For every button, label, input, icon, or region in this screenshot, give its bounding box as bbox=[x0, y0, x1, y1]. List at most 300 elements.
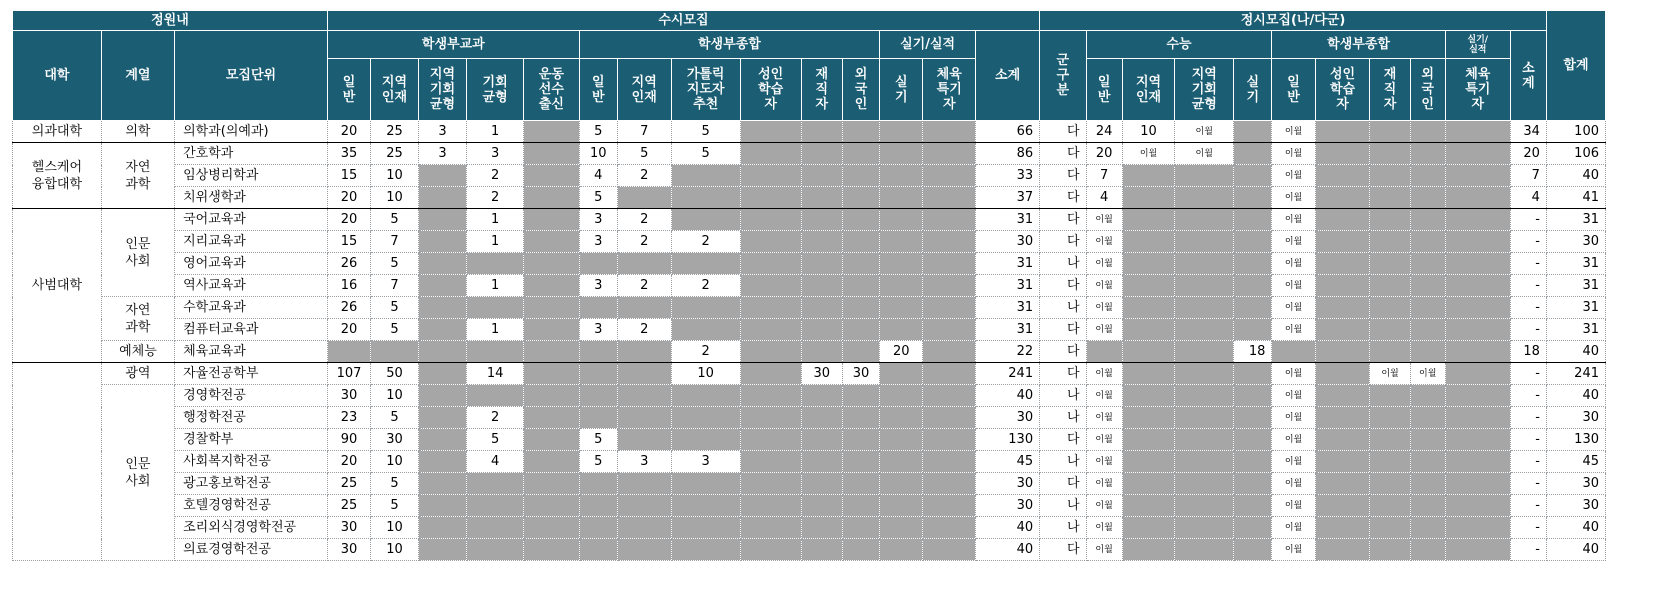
susi-value: 5 bbox=[579, 121, 617, 143]
susi-value bbox=[740, 473, 801, 495]
susi-value: 5 bbox=[371, 319, 418, 341]
subheader-susi-11: 실 기 bbox=[880, 59, 923, 121]
susi-value bbox=[467, 253, 524, 275]
susi-subtotal: 30 bbox=[976, 495, 1040, 517]
university-cell: 의과대학 bbox=[13, 121, 102, 143]
jeongsi-value bbox=[1315, 121, 1370, 143]
susi-value: 15 bbox=[327, 231, 370, 253]
jeongsi-value bbox=[1122, 165, 1175, 187]
susi-value bbox=[418, 363, 467, 385]
susi-value bbox=[579, 385, 617, 407]
susi-value bbox=[418, 297, 467, 319]
table-row bbox=[13, 539, 1606, 561]
jeongsi-value bbox=[1122, 407, 1175, 429]
susi-value bbox=[617, 495, 671, 517]
susi-value bbox=[880, 473, 923, 495]
susi-value: 10 bbox=[371, 539, 418, 561]
susi-value bbox=[842, 253, 879, 275]
row-total: 40 bbox=[1546, 517, 1605, 539]
susi-value: 20 bbox=[327, 319, 370, 341]
table-row bbox=[13, 495, 1606, 517]
jeongsi-value bbox=[1234, 319, 1272, 341]
susi-value bbox=[579, 539, 617, 561]
susi-value: 1 bbox=[467, 121, 524, 143]
jeongsi-value bbox=[1122, 297, 1175, 319]
jeongsi-value: 이월 bbox=[1272, 539, 1315, 561]
susi-value: 23 bbox=[327, 407, 370, 429]
susi-value: 10 bbox=[671, 363, 740, 385]
susi-value bbox=[842, 187, 879, 209]
jeongsi-value bbox=[1315, 341, 1370, 363]
jeongsi-value bbox=[1445, 253, 1510, 275]
subheader-susi-5: 일 반 bbox=[579, 59, 617, 121]
susi-subtotal: 31 bbox=[976, 275, 1040, 297]
row-total: 31 bbox=[1546, 275, 1605, 297]
jeongsi-value bbox=[1410, 341, 1445, 363]
jeongsi-value bbox=[1445, 319, 1510, 341]
jeongsi-value: 이월 bbox=[1272, 363, 1315, 385]
susi-value bbox=[880, 319, 923, 341]
susi-value: 25 bbox=[327, 495, 370, 517]
jeongsi-value bbox=[1370, 451, 1410, 473]
subheader-susi-0: 일 반 bbox=[327, 59, 370, 121]
susi-value bbox=[923, 451, 976, 473]
susi-value bbox=[523, 495, 579, 517]
jeongsi-value bbox=[1175, 363, 1234, 385]
susi-subtotal: 31 bbox=[976, 253, 1040, 275]
susi-value bbox=[579, 341, 617, 363]
jeongsi-value: 이월 bbox=[1272, 319, 1315, 341]
susi-value: 3 bbox=[671, 451, 740, 473]
susi-value: 5 bbox=[371, 209, 418, 231]
header-susi: 수시모집 bbox=[327, 11, 1039, 31]
susi-value bbox=[880, 429, 923, 451]
header-unit: 모집단위 bbox=[175, 31, 328, 121]
jeongsi-subtotal: - bbox=[1510, 495, 1546, 517]
table-row bbox=[13, 209, 1606, 231]
susi-value bbox=[671, 165, 740, 187]
header-susi-comprehensive: 학생부종합 bbox=[579, 31, 879, 59]
susi-subtotal: 31 bbox=[976, 297, 1040, 319]
susi-value bbox=[418, 231, 467, 253]
jeongsi-value bbox=[1234, 451, 1272, 473]
susi-value: 5 bbox=[579, 187, 617, 209]
susi-value: 35 bbox=[327, 143, 370, 165]
group-division: 나 bbox=[1040, 517, 1086, 539]
jeongsi-subtotal: - bbox=[1510, 319, 1546, 341]
jeongsi-value bbox=[1410, 253, 1445, 275]
unit-name: 지리교육과 bbox=[175, 231, 328, 253]
susi-value bbox=[842, 341, 879, 363]
susi-value bbox=[880, 209, 923, 231]
susi-value bbox=[418, 341, 467, 363]
susi-value: 2 bbox=[671, 231, 740, 253]
susi-value bbox=[523, 341, 579, 363]
susi-value bbox=[523, 451, 579, 473]
header-jeongsi: 정시모집(나/다군) bbox=[1040, 11, 1547, 31]
subheader-susi-4: 운동 선수 출신 bbox=[523, 59, 579, 121]
jeongsi-value bbox=[1234, 363, 1272, 385]
jeongsi-value bbox=[1234, 231, 1272, 253]
susi-value bbox=[418, 539, 467, 561]
jeongsi-value: 이월 bbox=[1086, 297, 1122, 319]
susi-value bbox=[923, 121, 976, 143]
susi-value bbox=[740, 121, 801, 143]
susi-value bbox=[617, 407, 671, 429]
row-total: 30 bbox=[1546, 231, 1605, 253]
table-row bbox=[13, 165, 1606, 187]
jeongsi-value bbox=[1175, 407, 1234, 429]
header-susi-subtotal: 소계 bbox=[976, 31, 1040, 121]
susi-value bbox=[923, 187, 976, 209]
table-row bbox=[13, 297, 1606, 319]
susi-value bbox=[923, 231, 976, 253]
susi-value bbox=[801, 143, 842, 165]
susi-value: 1 bbox=[467, 231, 524, 253]
header-total: 합계 bbox=[1546, 11, 1605, 121]
jeongsi-value bbox=[1370, 231, 1410, 253]
jeongsi-value bbox=[1175, 297, 1234, 319]
table-row bbox=[13, 429, 1606, 451]
susi-value bbox=[523, 121, 579, 143]
susi-value bbox=[880, 253, 923, 275]
susi-subtotal: 241 bbox=[976, 363, 1040, 385]
susi-value: 7 bbox=[617, 121, 671, 143]
susi-value bbox=[880, 517, 923, 539]
jeongsi-value bbox=[1315, 363, 1370, 385]
jeongsi-value bbox=[1315, 253, 1370, 275]
susi-value bbox=[880, 451, 923, 473]
jeongsi-value bbox=[1315, 143, 1370, 165]
jeongsi-value bbox=[1370, 495, 1410, 517]
susi-value bbox=[923, 407, 976, 429]
susi-value bbox=[842, 517, 879, 539]
susi-value bbox=[418, 407, 467, 429]
susi-value bbox=[467, 495, 524, 517]
susi-value: 3 bbox=[579, 319, 617, 341]
jeongsi-value bbox=[1445, 429, 1510, 451]
susi-value: 50 bbox=[371, 363, 418, 385]
jeongsi-value: 이월 bbox=[1086, 451, 1122, 473]
jeongsi-value: 이월 bbox=[1272, 165, 1315, 187]
susi-value bbox=[923, 297, 976, 319]
susi-value bbox=[880, 385, 923, 407]
susi-value bbox=[523, 275, 579, 297]
header-category: 계열 bbox=[101, 31, 174, 121]
jeongsi-value bbox=[1234, 385, 1272, 407]
jeongsi-value bbox=[1445, 407, 1510, 429]
jeongsi-value bbox=[1175, 319, 1234, 341]
susi-value: 2 bbox=[617, 319, 671, 341]
susi-value bbox=[842, 275, 879, 297]
jeongsi-subtotal: 7 bbox=[1510, 165, 1546, 187]
jeongsi-value bbox=[1370, 385, 1410, 407]
susi-value bbox=[842, 319, 879, 341]
susi-value bbox=[418, 319, 467, 341]
jeongsi-subtotal: - bbox=[1510, 253, 1546, 275]
susi-value bbox=[617, 539, 671, 561]
jeongsi-value: 이월 bbox=[1272, 473, 1315, 495]
susi-value bbox=[418, 385, 467, 407]
susi-value bbox=[579, 253, 617, 275]
susi-value bbox=[801, 209, 842, 231]
row-total: 45 bbox=[1546, 451, 1605, 473]
jeongsi-subtotal: - bbox=[1510, 363, 1546, 385]
jeongsi-value: 이월 bbox=[1272, 253, 1315, 275]
jeongsi-value bbox=[1370, 297, 1410, 319]
header-jeongsi-suneung: 수능 bbox=[1086, 31, 1272, 59]
jeongsi-value: 이월 bbox=[1272, 187, 1315, 209]
susi-value: 10 bbox=[579, 143, 617, 165]
unit-name: 경찰학부 bbox=[175, 429, 328, 451]
jeongsi-subtotal: - bbox=[1510, 429, 1546, 451]
subheader-jeongsi-18: 성인 학습 자 bbox=[1315, 59, 1370, 121]
susi-value: 5 bbox=[371, 407, 418, 429]
susi-value: 90 bbox=[327, 429, 370, 451]
jeongsi-value bbox=[1175, 187, 1234, 209]
group-division: 다 bbox=[1040, 209, 1086, 231]
jeongsi-value bbox=[1122, 319, 1175, 341]
susi-value bbox=[740, 407, 801, 429]
jeongsi-value bbox=[1370, 341, 1410, 363]
jeongsi-value: 이월 bbox=[1122, 143, 1175, 165]
susi-value: 20 bbox=[327, 187, 370, 209]
jeongsi-value bbox=[1175, 231, 1234, 253]
header-university: 대학 bbox=[13, 31, 102, 121]
susi-value bbox=[740, 275, 801, 297]
susi-value bbox=[617, 363, 671, 385]
susi-value bbox=[923, 385, 976, 407]
susi-value: 14 bbox=[467, 363, 524, 385]
susi-value bbox=[671, 539, 740, 561]
jeongsi-value bbox=[1445, 385, 1510, 407]
jeongsi-value: 이월 bbox=[1272, 517, 1315, 539]
jeongsi-value: 이월 bbox=[1086, 363, 1122, 385]
susi-value: 26 bbox=[327, 297, 370, 319]
susi-value bbox=[740, 539, 801, 561]
susi-value: 25 bbox=[371, 121, 418, 143]
jeongsi-value bbox=[1122, 275, 1175, 297]
jeongsi-value bbox=[1234, 121, 1272, 143]
jeongsi-value bbox=[1175, 341, 1234, 363]
jeongsi-value bbox=[1122, 363, 1175, 385]
susi-value bbox=[671, 253, 740, 275]
row-total: 41 bbox=[1546, 187, 1605, 209]
susi-value bbox=[923, 209, 976, 231]
susi-value bbox=[923, 143, 976, 165]
jeongsi-value: 이월 bbox=[1086, 495, 1122, 517]
susi-value bbox=[801, 539, 842, 561]
unit-name: 행정학전공 bbox=[175, 407, 328, 429]
susi-value bbox=[579, 495, 617, 517]
jeongsi-value bbox=[1410, 517, 1445, 539]
susi-value: 5 bbox=[579, 451, 617, 473]
susi-value bbox=[523, 429, 579, 451]
susi-subtotal: 37 bbox=[976, 187, 1040, 209]
jeongsi-value: 이월 bbox=[1272, 385, 1315, 407]
susi-value bbox=[880, 363, 923, 385]
susi-value bbox=[418, 165, 467, 187]
susi-value bbox=[523, 539, 579, 561]
susi-value bbox=[467, 539, 524, 561]
susi-value bbox=[923, 165, 976, 187]
susi-value bbox=[671, 187, 740, 209]
susi-value bbox=[842, 297, 879, 319]
susi-value bbox=[801, 495, 842, 517]
subheader-susi-6: 지역 인재 bbox=[617, 59, 671, 121]
susi-value bbox=[418, 495, 467, 517]
row-total: 40 bbox=[1546, 165, 1605, 187]
susi-subtotal: 40 bbox=[976, 539, 1040, 561]
header-jeongwonnae: 정원내 bbox=[13, 11, 328, 31]
susi-value: 2 bbox=[617, 231, 671, 253]
jeongsi-value: 이월 bbox=[1086, 517, 1122, 539]
subheader-susi-7: 가톨릭 지도자 추천 bbox=[671, 59, 740, 121]
susi-value: 20 bbox=[880, 341, 923, 363]
jeongsi-value bbox=[1234, 429, 1272, 451]
susi-value bbox=[467, 473, 524, 495]
jeongsi-value bbox=[1122, 385, 1175, 407]
susi-value bbox=[327, 341, 370, 363]
row-total: 30 bbox=[1546, 407, 1605, 429]
jeongsi-value bbox=[1410, 121, 1445, 143]
subheader-jeongsi-15: 지역 기회 균형 bbox=[1175, 59, 1234, 121]
jeongsi-subtotal: 20 bbox=[1510, 143, 1546, 165]
jeongsi-value bbox=[1175, 451, 1234, 473]
susi-value: 1 bbox=[467, 319, 524, 341]
jeongsi-value bbox=[1175, 385, 1234, 407]
row-total: 40 bbox=[1546, 341, 1605, 363]
row-total: 40 bbox=[1546, 385, 1605, 407]
subheader-jeongsi-16: 실 기 bbox=[1234, 59, 1272, 121]
jeongsi-value bbox=[1175, 473, 1234, 495]
susi-value: 2 bbox=[617, 275, 671, 297]
susi-value bbox=[579, 407, 617, 429]
row-total: 30 bbox=[1546, 495, 1605, 517]
jeongsi-value bbox=[1445, 341, 1510, 363]
header-jeongsi-subtotal: 소 계 bbox=[1510, 31, 1546, 121]
susi-value bbox=[523, 187, 579, 209]
susi-value bbox=[801, 253, 842, 275]
susi-value: 10 bbox=[371, 187, 418, 209]
jeongsi-value bbox=[1410, 539, 1445, 561]
jeongsi-value bbox=[1234, 187, 1272, 209]
susi-value: 2 bbox=[467, 165, 524, 187]
jeongsi-value bbox=[1122, 187, 1175, 209]
jeongsi-value bbox=[1234, 165, 1272, 187]
susi-value: 3 bbox=[617, 451, 671, 473]
susi-value: 26 bbox=[327, 253, 370, 275]
jeongsi-value bbox=[1234, 253, 1272, 275]
jeongsi-value: 이월 bbox=[1272, 143, 1315, 165]
susi-value bbox=[579, 473, 617, 495]
category-cell: 인문 사회 bbox=[101, 385, 174, 561]
jeongsi-value bbox=[1410, 209, 1445, 231]
susi-subtotal: 30 bbox=[976, 473, 1040, 495]
susi-value bbox=[801, 121, 842, 143]
jeongsi-value bbox=[1410, 231, 1445, 253]
jeongsi-value: 이월 bbox=[1370, 363, 1410, 385]
susi-value bbox=[671, 209, 740, 231]
susi-value bbox=[617, 385, 671, 407]
susi-value bbox=[671, 407, 740, 429]
group-division: 나 bbox=[1040, 495, 1086, 517]
susi-value bbox=[740, 495, 801, 517]
susi-value bbox=[740, 517, 801, 539]
subheader-susi-12: 체육 특기 자 bbox=[923, 59, 976, 121]
table-row bbox=[13, 121, 1606, 143]
susi-value bbox=[880, 165, 923, 187]
susi-value bbox=[579, 517, 617, 539]
group-division: 다 bbox=[1040, 319, 1086, 341]
jeongsi-value: 이월 bbox=[1272, 121, 1315, 143]
susi-value: 5 bbox=[579, 429, 617, 451]
susi-value bbox=[418, 473, 467, 495]
susi-subtotal: 30 bbox=[976, 231, 1040, 253]
susi-value bbox=[740, 253, 801, 275]
jeongsi-value bbox=[1410, 143, 1445, 165]
row-total: 31 bbox=[1546, 319, 1605, 341]
jeongsi-value bbox=[1122, 539, 1175, 561]
subheader-susi-10: 외 국 인 bbox=[842, 59, 879, 121]
susi-subtotal: 33 bbox=[976, 165, 1040, 187]
susi-value: 5 bbox=[467, 429, 524, 451]
susi-subtotal: 40 bbox=[976, 385, 1040, 407]
susi-value: 5 bbox=[371, 495, 418, 517]
jeongsi-value: 이월 bbox=[1086, 539, 1122, 561]
jeongsi-value bbox=[1272, 341, 1315, 363]
category-cell: 의학 bbox=[101, 121, 174, 143]
susi-value bbox=[467, 297, 524, 319]
susi-value bbox=[740, 143, 801, 165]
susi-value: 7 bbox=[371, 275, 418, 297]
susi-value: 2 bbox=[467, 187, 524, 209]
susi-value bbox=[523, 143, 579, 165]
susi-value: 5 bbox=[371, 253, 418, 275]
jeongsi-value bbox=[1370, 319, 1410, 341]
jeongsi-value bbox=[1370, 517, 1410, 539]
row-total: 106 bbox=[1546, 143, 1605, 165]
jeongsi-value: 10 bbox=[1122, 121, 1175, 143]
susi-value bbox=[842, 231, 879, 253]
susi-value bbox=[801, 341, 842, 363]
unit-name: 조리외식경영학전공 bbox=[175, 517, 328, 539]
table-row bbox=[13, 473, 1606, 495]
susi-value: 3 bbox=[467, 143, 524, 165]
susi-value bbox=[923, 341, 976, 363]
table-row bbox=[13, 385, 1606, 407]
susi-value bbox=[418, 187, 467, 209]
category-cell: 예체능 bbox=[101, 341, 174, 363]
unit-name: 의료경영학전공 bbox=[175, 539, 328, 561]
group-division: 다 bbox=[1040, 275, 1086, 297]
unit-name: 광고홍보학전공 bbox=[175, 473, 328, 495]
row-total: 31 bbox=[1546, 253, 1605, 275]
jeongsi-value: 이월 bbox=[1086, 253, 1122, 275]
susi-value bbox=[523, 517, 579, 539]
jeongsi-value bbox=[1370, 143, 1410, 165]
header-susi-subjects: 학생부교과 bbox=[327, 31, 579, 59]
group-division: 다 bbox=[1040, 231, 1086, 253]
susi-value: 5 bbox=[371, 473, 418, 495]
jeongsi-value bbox=[1234, 539, 1272, 561]
category-cell: 자연 과학 bbox=[101, 143, 174, 209]
susi-value: 3 bbox=[418, 121, 467, 143]
susi-value bbox=[671, 319, 740, 341]
susi-value bbox=[880, 121, 923, 143]
susi-value bbox=[923, 253, 976, 275]
susi-value bbox=[418, 451, 467, 473]
